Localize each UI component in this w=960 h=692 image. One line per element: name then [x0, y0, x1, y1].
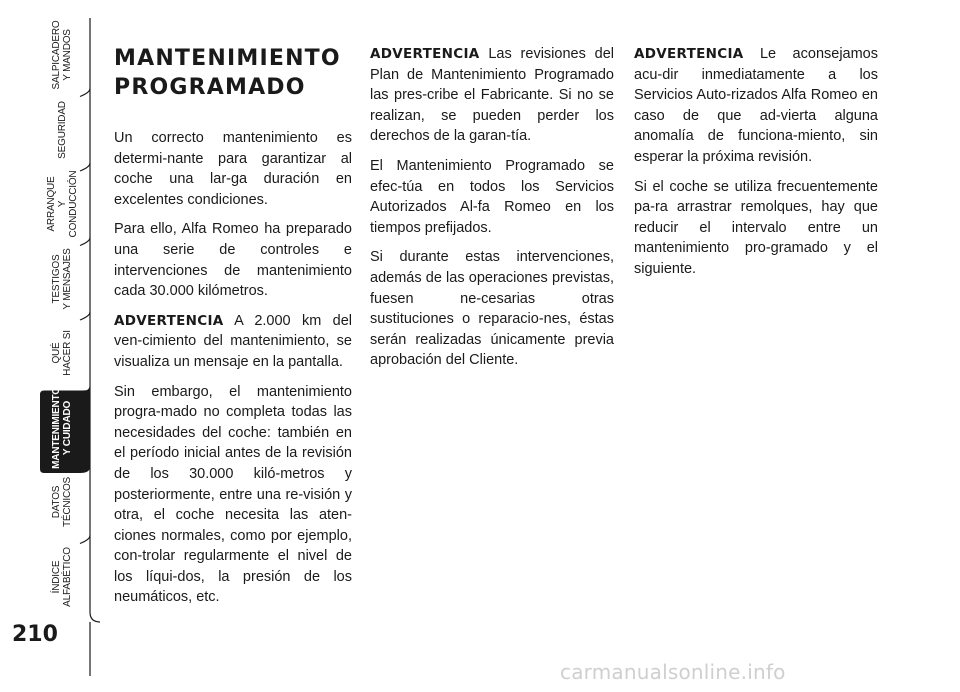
text-column-2	[370, 44, 614, 380]
tab-outline	[90, 18, 100, 622]
warning-label: ADVERTENCIA	[370, 46, 480, 62]
tab-separator	[80, 536, 90, 544]
paragraph: El Mantenimiento Programado se efec-túa en todos los Servicios Autorizados Al-fa Romeo en los tiempos prefijados.	[370, 157, 614, 236]
tab-seguridad[interactable]: SEGURIDAD	[56, 100, 68, 159]
paragraph: Para ello, Alfa Romeo ha preparado una serie de controles e intervenciones de mantenimiento cada 30.000 kilómetros.	[114, 221, 352, 300]
tab-indice-alfabetico[interactable]: ÍNDICE ALFABÉTICO	[51, 546, 73, 607]
paragraph: Sin embargo, el mantenimiento progra-mado no completa todas las necesidades del coche: también en el período inicial antes de la revisión de los 30.000 kiló-metros y posteriormente, entre una re-visión y otra, el coche necesita las aten-ciones normales, como por ejemplo, con-trolar regularmente el nivel de los líqui-dos, la presión de los neumáticos, etc.	[114, 383, 352, 606]
paragraph: Un correcto mantenimiento es determi-nante para garantizar al coche una lar-ga duración en excelentes condiciones.	[114, 130, 352, 208]
warning-paragraph	[370, 44, 614, 147]
warning-paragraph	[634, 44, 878, 168]
warning-label: ADVERTENCIA	[634, 46, 744, 62]
page-number: 210	[12, 622, 58, 647]
watermark: carmanualsonline.info	[560, 660, 786, 684]
tab-separator	[80, 163, 90, 171]
tab-testigos-y-mensajes[interactable]: TESTIGOS Y MENSAJES	[51, 248, 73, 310]
chapter-tab-strip	[0, 0, 100, 692]
paragraph: Si durante estas intervenciones, además de las operaciones previstas, fuesen ne-cesarias otras sustituciones o reparacio-nes, éstas serán realizadas únicamente previa aprobación del Cliente.	[370, 249, 614, 369]
warning-label: ADVERTENCIA	[114, 312, 224, 329]
title-line-1: MANTENIMIENTO	[114, 46, 341, 71]
tab-separator	[80, 89, 90, 97]
tab-datos-tecnicos[interactable]: DATOS TÉCNICOS	[51, 477, 73, 528]
text-column-1	[114, 44, 352, 617]
tab-notches	[80, 89, 90, 544]
warning-text: A 2.000 km del ven-cimiento del mantenimiento, se visualiza un mensaje en la pantalla.	[114, 312, 352, 370]
title-line-2: PROGRAMADO	[114, 75, 306, 100]
warning-text: Las revisiones del Plan de Mantenimiento Programado las pres-cribe el Fabricante. Si no se realizan, se pueden perder los derechos de la garan-tía.	[370, 46, 614, 145]
warning-paragraph	[114, 311, 352, 373]
text-column-3	[634, 44, 878, 289]
page-title	[114, 44, 352, 102]
tab-separator	[80, 312, 90, 320]
paragraph: Si el coche se utiliza frecuentemente pa-ra arrastrar remolques, hay que reducir el intervalo entre un mantenimiento pro-gramado y el siguiente.	[634, 178, 878, 277]
tab-separator	[80, 238, 90, 246]
tab-que-hacer-si[interactable]: QUÉ HACER SI	[51, 330, 73, 377]
warning-text: Le aconsejamos acu-dir inmediatamente a los Servicios Auto-rizados Alfa Romeo en caso de que ad-vierta alguna anomalía de funciona-miento, sin esperar la próxima revisión.	[634, 46, 878, 165]
tab-mantenimiento-y-cuidado[interactable]: MANTENIMIENTO Y CUIDADO	[51, 386, 73, 469]
tab-salpicadero-y-mandos[interactable]: SALPICADERO Y MANDOS	[51, 20, 73, 90]
tab-arranque-y-conduccion[interactable]: ARRANQUE Y CONDUCCIÓN	[45, 170, 79, 238]
